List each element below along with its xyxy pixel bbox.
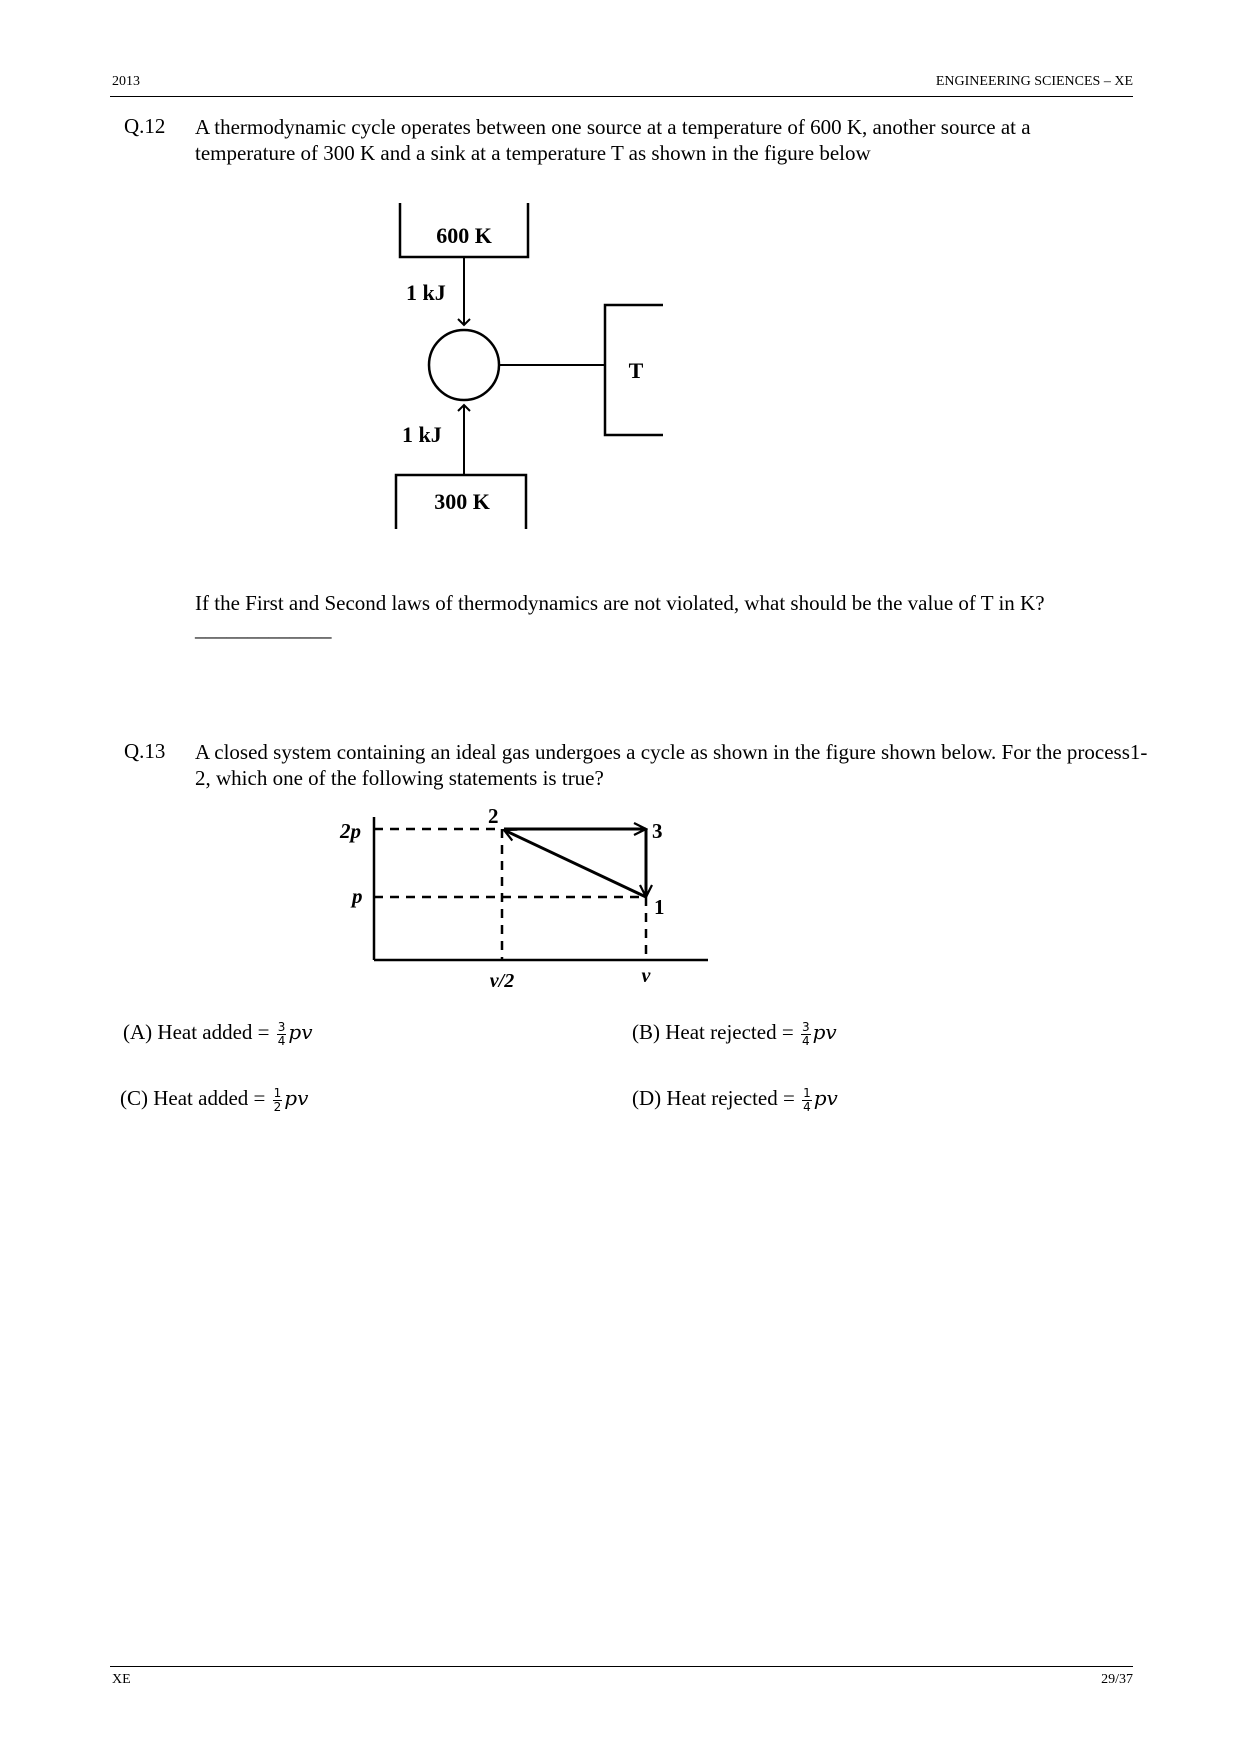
option-a-den: 4	[277, 1033, 286, 1048]
label-heat-high: 1 kJ	[406, 280, 446, 305]
process-1-2	[504, 830, 646, 897]
engine-circle	[429, 330, 499, 400]
option-b-var: pv	[812, 1020, 837, 1044]
header-rule	[110, 96, 1133, 97]
option-b-text: (B) Heat rejected =	[632, 1020, 799, 1044]
option-c-var: pv	[284, 1086, 309, 1110]
option-d-num: 1	[803, 1085, 811, 1100]
option-d-var: pv	[813, 1086, 838, 1110]
option-c-fraction	[273, 1087, 283, 1114]
option-a-var: pv	[288, 1020, 313, 1044]
option-d-fraction	[802, 1087, 812, 1114]
label-point-3: 3	[652, 819, 663, 843]
option-d-text: (D) Heat rejected =	[632, 1086, 801, 1110]
q13-text: A closed system containing an ideal gas undergoes a cycle as shown in the figure shown below. For the process1-2, which one of the following statements is true?	[195, 740, 1148, 790]
header-year: 2013	[112, 74, 140, 89]
option-b-den: 4	[801, 1033, 810, 1048]
label-point-1: 1	[654, 895, 665, 919]
option-b-fraction	[801, 1021, 811, 1048]
label-p: p	[352, 884, 363, 908]
q12-figure	[380, 195, 680, 535]
label-2p: 2p	[340, 819, 361, 843]
label-600k: 600 K	[436, 223, 492, 248]
option-d[interactable]	[632, 1086, 838, 1114]
label-sink-t: T	[628, 358, 644, 383]
option-a-fraction	[277, 1021, 287, 1048]
footer-page: 29/37	[1101, 1672, 1133, 1687]
option-c-text: (C) Heat added =	[120, 1086, 271, 1110]
header-subject: ENGINEERING SCIENCES – XE	[935, 74, 1133, 89]
q12-text: A thermodynamic cycle operates between one source at a temperature of 600 K, another source at a temperature of 300 K and a sink at a temperature T as shown in the figure below	[195, 115, 1031, 165]
option-b[interactable]	[632, 1020, 837, 1048]
option-a-num: 3	[277, 1019, 286, 1034]
option-a[interactable]	[123, 1020, 313, 1048]
q12-number: Q.12	[124, 114, 166, 138]
label-point-2: 2	[488, 804, 499, 828]
label-heat-low: 1 kJ	[402, 422, 442, 447]
label-v-half: v/2	[489, 970, 515, 992]
label-300k: 300 K	[434, 489, 490, 514]
option-c-den: 2	[273, 1099, 282, 1114]
option-c[interactable]	[120, 1086, 308, 1114]
q13-pv-diagram	[330, 795, 720, 1000]
option-c-num: 1	[273, 1085, 282, 1100]
q13-number: Q.13	[124, 739, 166, 763]
option-d-den: 4	[803, 1099, 811, 1114]
option-b-num: 3	[801, 1019, 810, 1034]
label-v: v	[641, 965, 651, 987]
option-a-text: (A) Heat added =	[123, 1020, 275, 1044]
footer-code: XE	[112, 1672, 131, 1687]
q12-question: If the First and Second laws of thermodynamics are not violated, what should be the value of T in K? _____________	[195, 591, 1045, 641]
footer-rule	[110, 1666, 1133, 1667]
